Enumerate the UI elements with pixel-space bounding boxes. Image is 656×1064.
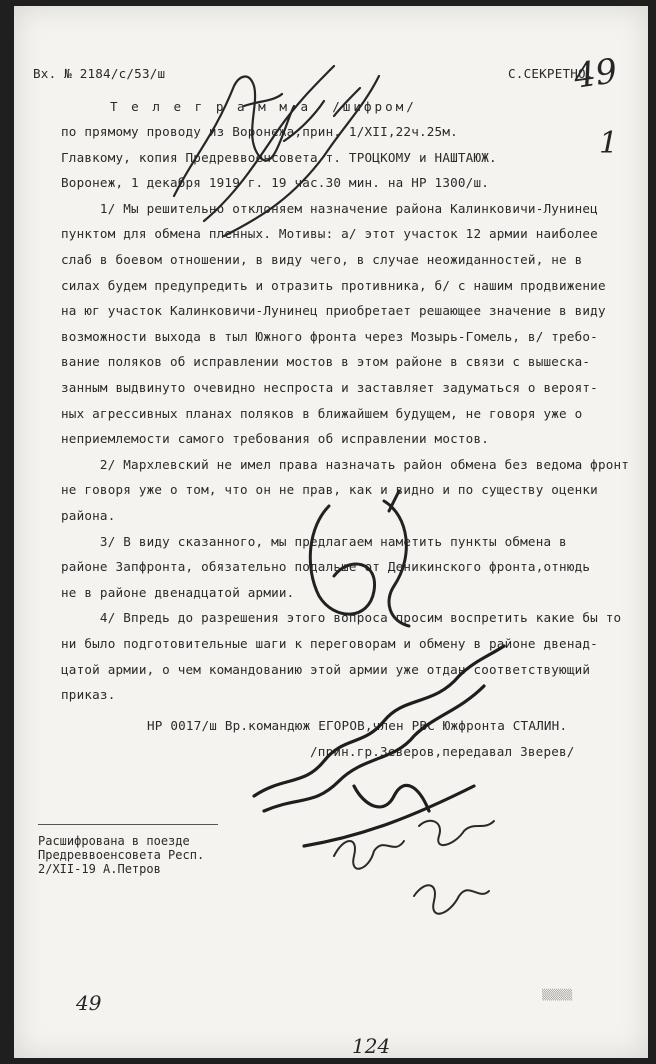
body-line: 2/ Мархлевский не имел права назначать район обмена без ведома фронт xyxy=(61,456,630,472)
document-page xyxy=(14,6,648,1058)
body-line: 3/ В виду сказанного, мы предлагаем наметить пункты обмена в xyxy=(61,533,567,549)
margin-mark: 1 xyxy=(599,126,619,161)
transmission-note: /прин.гр.Зеверов,передавал Зверев/ xyxy=(310,744,575,759)
secrecy-label: С.СЕКРЕТНО. xyxy=(508,66,594,81)
footer-divider xyxy=(38,824,218,825)
body-line: возможности выхода в тыл Южного фронта через Мозырь-Гомель, в/ требо- xyxy=(61,328,598,344)
body-line: Главкому, копия Предреввоенсовета т. ТРОЦКОМУ и НАШТАЮЖ. xyxy=(61,149,497,165)
telegram-title: Т е л е г р а м м а /шифром/ xyxy=(110,99,417,114)
body-line: пунктом для обмена пленных. Мотивы: а/ этот участок 12 армии наиболее xyxy=(61,226,598,242)
decryption-note xyxy=(38,834,204,876)
body-line: не в районе двенадцатой армии. xyxy=(61,584,295,600)
body-line: слаб в боевом отношении, в виду чего, в случае неожиданностей, не в xyxy=(61,252,583,267)
folio-mark: 49 xyxy=(571,51,620,97)
body-line: 4/ Впредь до разрешения этого вопроса просим воспретить какие бы то xyxy=(61,610,622,626)
body-line: приказ. xyxy=(61,687,116,703)
body-line: районе Запфронта, обязательно подальше от Деникинского фронта,отнюдь xyxy=(61,559,591,575)
body-line: по прямому проводу из Воронежа,прин. 1/XII,22ч.25м. xyxy=(61,124,458,139)
body-line: района. xyxy=(61,508,116,523)
signature-line: НР 0017/ш Вр.командюж ЕГОРОВ,член РВС Южфронта СТАЛИН. xyxy=(147,718,568,733)
footer-line: 2/XII-19 А.Петров xyxy=(38,862,161,876)
footer-line: Предреввоенсовета Респ. xyxy=(38,848,205,862)
body-line: на юг участок Калинковичи-Лунинец приобретает решающее значение в виду xyxy=(61,303,606,319)
body-line: вание поляков об исправлении мостов в этом районе в связи с вышеска- xyxy=(61,354,591,370)
incoming-reference: Вх. № 2184/с/53/ш xyxy=(33,66,166,81)
body-line: 1/ Мы решительно отклоняем назначение района Калинковичи-Лунинец xyxy=(61,200,598,216)
body-line: ни было подготовительные шаги к переговорам и обмену в районе двенад- xyxy=(61,636,598,651)
footer-line: Расшифрована в поезде xyxy=(38,834,190,848)
handwritten-notes-bottom xyxy=(324,796,504,946)
archive-stamp: ▒▒▒▒▒ xyxy=(542,990,573,1001)
handwritten-resolution-top xyxy=(164,46,394,256)
body-line: цатой армии, о чем командованию этой армии уже отдан соответствующий xyxy=(61,661,591,677)
body-line: занным выдвинуто очевидно неспроста и заставляет задуматься о вероят- xyxy=(61,380,598,395)
body-line: силах будем предупредить и отразить противника, б/ с нашим продвижение xyxy=(61,277,606,293)
body-line: Воронеж, 1 декабря 1919 г. 19 час.30 мин. на НР 1300/ш. xyxy=(61,175,490,191)
body-line: неприемлемости самого требования об исправлении мостов. xyxy=(61,431,490,447)
page-number: 124 xyxy=(352,1034,391,1058)
body-line: не говоря уже о том, что он не прав, как и видно и по существу оценки xyxy=(61,482,598,498)
body-line: ных агрессивных планах поляков в ближайшем будущем, не говоря уже о xyxy=(61,405,583,421)
handwritten-number-mark xyxy=(289,486,439,636)
bottom-left-mark: 49 xyxy=(76,991,102,1015)
